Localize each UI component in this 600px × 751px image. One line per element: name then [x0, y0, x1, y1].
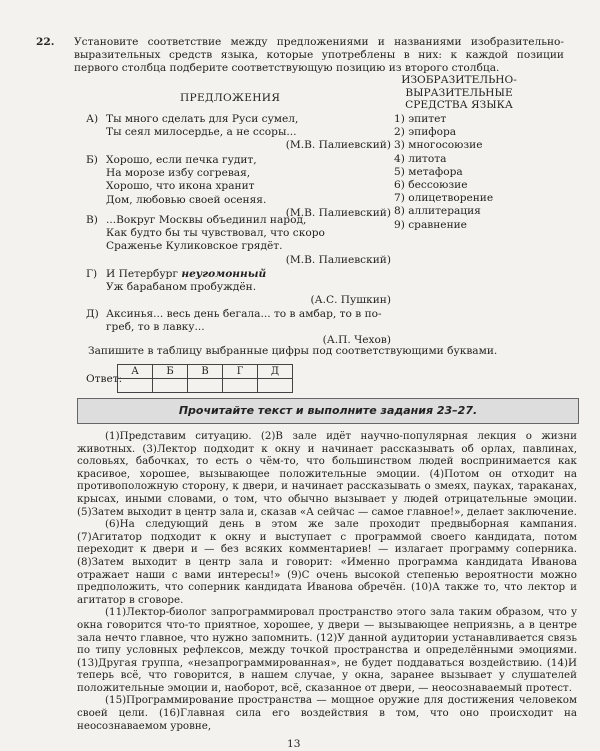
author: (М.В. Палиевский): [285, 253, 391, 266]
header-line: СРЕДСТВА ЯЗЫКА: [405, 99, 513, 112]
sentence-label-v: В): [86, 214, 98, 226]
sentence-d: [106, 308, 391, 348]
verse-line: Хорошо, что икона хранит: [106, 180, 255, 193]
sentence-label-d: Д): [86, 308, 99, 320]
answer-letter: Б: [153, 365, 188, 379]
answer-letter: Г: [223, 365, 258, 379]
answer-letter: В: [188, 365, 223, 379]
sentence-a: [106, 113, 391, 153]
device-option: 3) многосоюзие: [394, 139, 483, 152]
answer-cell[interactable]: [258, 379, 293, 393]
device-option: 2) эпифора: [394, 126, 457, 139]
emphasized-word: неугомонный: [181, 268, 267, 280]
column-header-sentences: ПРЕДЛОЖЕНИЯ: [180, 92, 281, 104]
author: (М.В. Палиевский): [285, 206, 391, 219]
header-line: ВЫРАЗИТЕЛЬНЫЕ: [405, 86, 513, 99]
answer-instruction: Запишите в таблицу выбранные цифры под соответствующими буквами.: [88, 345, 498, 357]
verse-line: [106, 268, 391, 281]
device-option: 5) метафора: [394, 165, 463, 178]
prose-line: греб, то в лавку...: [106, 321, 205, 334]
sentence-b: [106, 154, 391, 220]
prose-line: Аксинья... весь день бегала... то в амбар, то в по-: [106, 308, 382, 320]
answer-letter: Д: [258, 365, 293, 379]
device-option: 1) эпитет: [394, 113, 447, 125]
paragraph: (11)Лектор-биолог запрограммировал пространство этого зала таким образом, что у окна говорится что-то приятное, хорошее, у двери — вызывающее неприязнь, а в центре зала нечто главное, что нужно запомнить. (12)У данной аудитории устанавливается связь по типу условных рефлексов, между точкой пространства и определёнными эмоциями. (13)Другая группа, «незапрограммированная», не будет поддаваться воздействию. (14)И теперь всё, что говорится, в нашем случае, у окна, заранее вызывает у слушателей положительные эмоции и, наоборот, всё, сказанное от двери, — неосознаваемый протест.: [77, 606, 577, 694]
device-option: 9) сравнение: [394, 218, 467, 231]
answer-letter: А: [118, 365, 153, 379]
verse-line: На морозе избу согревая,: [106, 167, 251, 180]
answer-label: Ответ:: [86, 373, 123, 385]
verse-line: Хорошо, если печка гудит,: [106, 154, 257, 166]
answer-table: [117, 364, 293, 393]
author: (А.П. Чехов): [322, 334, 391, 347]
section-banner: Прочитайте текст и выполните задания 23–27.: [77, 398, 579, 424]
sentence-v: [106, 214, 391, 267]
author: (А.С. Пушкин): [310, 294, 391, 307]
verse-line: Сраженье Куликовское грядёт.: [106, 240, 283, 253]
device-option: 7) олицетворение: [394, 192, 494, 205]
verse-line: Ты много сделать для Руси сумел,: [106, 113, 299, 125]
answer-cell[interactable]: [188, 379, 223, 393]
header-line: ИЗОБРАЗИТЕЛЬНО-: [401, 74, 517, 86]
devices-list: [394, 113, 493, 232]
paragraph: (6)На следующий день в этом же зале проходит предвыборная кампания. (7)Агитатор подходит к окну и выступает с программой своего кандидата, потом переходит к двери и — без всяких комментариев! — излагает программу соперника. (8)Затем выходит в центр зала и говорит: «Именно программа кандидата Иванова отражает наши с вами интересы!» (9)С очень высокой степенью вероятности можно предположить, что соперник кандидата Иванова обречён. (10)А также то, что лектор и агитатор в сговоре.: [77, 518, 577, 606]
reading-passage: [77, 430, 577, 732]
verse-prefix: И Петербург: [106, 268, 182, 280]
paragraph: (1)Представим ситуацию. (2)В зале идёт научно-популярная лекция о жизни животных. (3)Лектор подходит к окну и начинает рассказывать об орлах, павлинах, соловьях, бабочках, то есть о чём-то, что большинством людей воспринимается как красивое, хорошее, вызывающее положительные эмоции. (4)Потом он отходит на противоположную сторону, к двери, и начинает рассказывать о змеях, пауках, тараканах, крысах, иными словами, о том, что обычно вызывает у людей отрицательные эмоции. (5)Затем выходит в центр зала и, сказав «А сейчас — самое главное!», делает заключение.: [77, 430, 577, 518]
answer-cell[interactable]: [118, 379, 153, 393]
task-instructions: Установите соответствие между предложениями и названиями изобразительно-выразительных средств языка, которые употреблены в них: к каждой позиции первого столбца подберите соответствующую позицию из второго столбца.: [74, 36, 564, 75]
verse-line: Уж барабаном пробуждён.: [106, 281, 257, 294]
answer-cell[interactable]: [153, 379, 188, 393]
device-option: 8) аллитерация: [394, 205, 481, 218]
device-option: 6) бессоюзие: [394, 178, 468, 191]
paragraph: (15)Программирование пространства — мощное оружие для достижения человеком своей цели. (16)Главная сила его воздействия в том, что оно происходит на неосознаваемом уровне,: [77, 694, 577, 732]
sentence-g: [106, 268, 391, 308]
verse-line: Как будто бы ты чувствовал, что скоро: [106, 227, 325, 240]
verse-line: ...Вокруг Москвы объединил народ,: [106, 214, 307, 226]
task-number: 22.: [36, 36, 55, 48]
page-number: 13: [287, 738, 301, 750]
column-header-devices: [398, 74, 520, 112]
answer-cell[interactable]: [223, 379, 258, 393]
verse-line: Ты сеял милосердье, а не ссоры...: [106, 126, 297, 139]
author: (М.В. Палиевский): [285, 139, 391, 152]
sentence-label-g: Г): [86, 268, 98, 280]
device-option: 4) литота: [394, 152, 447, 165]
sentence-label-a: А): [86, 113, 99, 125]
verse-line: Дом, любовью своей осеняя.: [106, 193, 267, 206]
sentence-label-b: Б): [86, 154, 98, 166]
